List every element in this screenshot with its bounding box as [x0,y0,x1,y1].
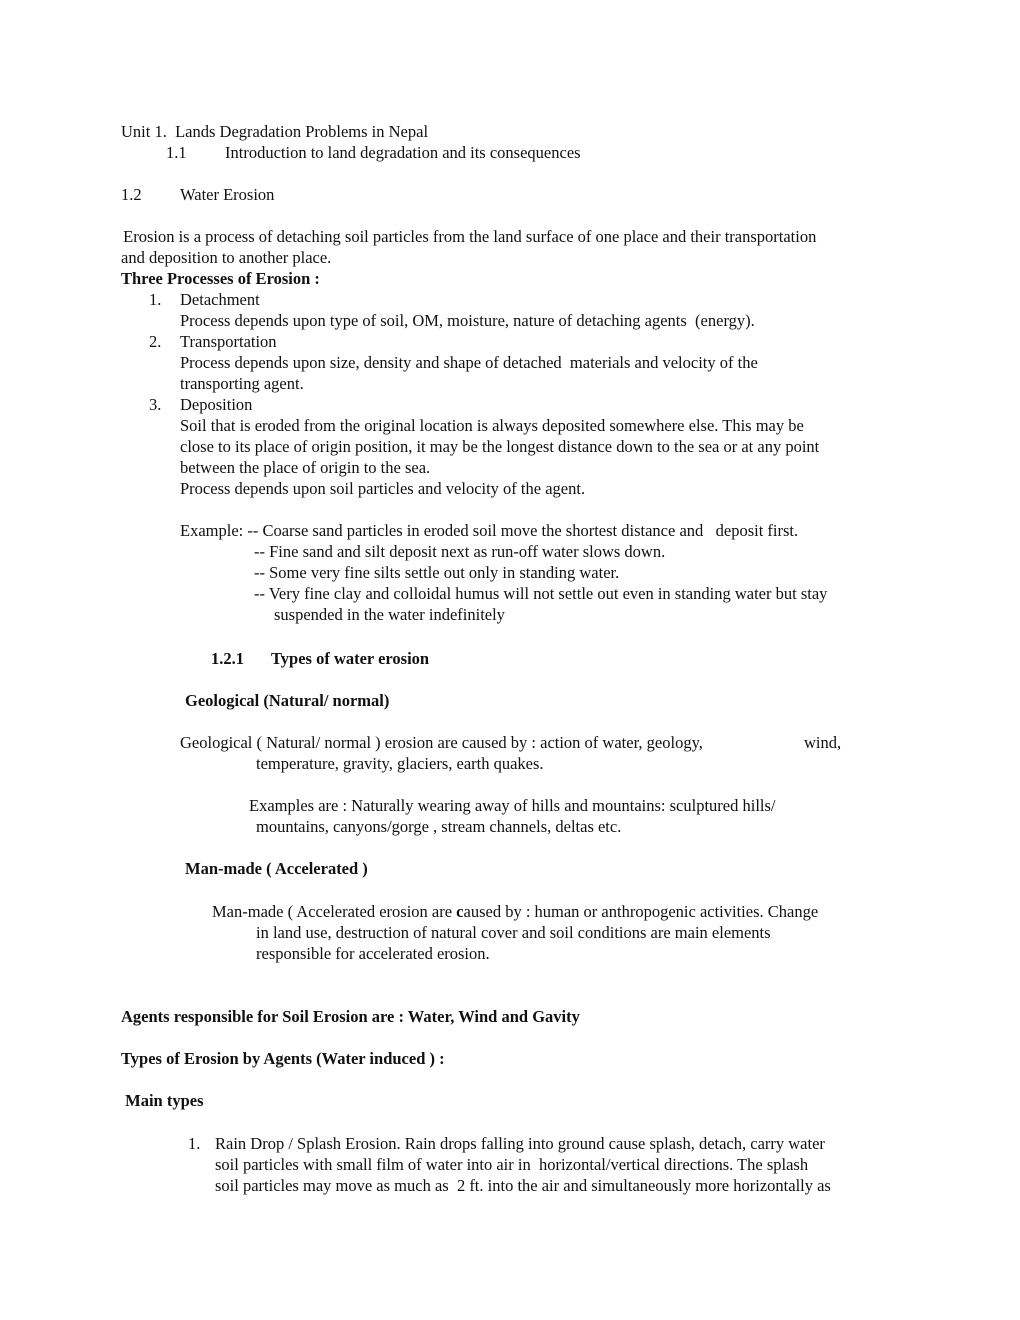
processes-heading: Three Processes of Erosion : [121,269,320,288]
manmade-text-part: aused by : human or anthropogenic activities. Change [463,902,819,921]
manmade-text: responsible for accelerated erosion. [256,944,490,963]
geological-examples: mountains, canyons/gorge , stream channels, deltas etc. [256,817,622,836]
section-1-2-title: Water Erosion [180,185,275,204]
main-type-1-number: 1. [188,1134,201,1153]
example-item: -- Fine sand and silt deposit next as run-off water slows down. [254,542,666,561]
section-1-2-1-number: 1.2.1 [211,649,244,668]
geological-cause: Geological ( Natural/ normal ) erosion are caused by : action of water, geology, [180,733,703,752]
example-block [180,520,798,541]
section-1-1-number: 1.1 [166,143,187,162]
geological-cause: wind, [804,733,842,752]
process-3-number: 3. [149,395,162,414]
manmade-heading: Man-made ( Accelerated ) [185,859,368,878]
process-2-text: Process depends upon size, density and shape of detached materials and velocity of the [180,353,758,372]
example-item: suspended in the water indefinitely [274,605,505,624]
process-3-text: between the place of origin to the sea. [180,458,431,477]
example-label: Example: -- [180,521,263,540]
types-by-agents-heading: Types of Erosion by Agents (Water induced ) : [121,1049,445,1068]
manmade-text: in land use, destruction of natural cover and soil conditions are main elements [256,923,771,942]
process-3-text: Soil that is eroded from the original location is always deposited somewhere else. This may be [180,416,804,435]
geological-heading: Geological (Natural/ normal) [185,691,390,710]
main-type-1-text: soil particles may move as much as 2 ft. into the air and simultaneously more horizontally as [215,1176,831,1195]
example-item: Coarse sand particles in eroded soil move the shortest distance and deposit first. [262,521,799,540]
section-1-2-number: 1.2 [121,185,142,204]
main-type-1-text: soil particles with small film of water into air in horizontal/vertical directions. The splash [215,1155,809,1174]
main-types-heading: Main types [121,1091,204,1110]
process-1-number: 1. [149,290,162,309]
geological-cause: temperature, gravity, glaciers, earth quakes. [256,754,544,773]
manmade-text-part: Man-made ( Accelerated erosion are [212,902,457,921]
manmade-text [212,901,818,922]
intro-line-1: Erosion is a process of detaching soil particles from the land surface of one place and their transportation [119,227,817,246]
main-type-1-text: Rain Drop / Splash Erosion. Rain drops falling into ground cause splash, detach, carry water [215,1134,825,1153]
unit-heading: Unit 1. Lands Degradation Problems in Nepal [121,122,429,141]
process-3-text: close to its place of origin position, it may be the longest distance down to the sea or at any point [180,437,820,456]
geological-examples: Examples are : Naturally wearing away of hills and mountains: sculptured hills/ [249,796,776,815]
example-item: -- Very fine clay and colloidal humus will not settle out even in standing water but stay [254,584,828,603]
process-3-title: Deposition [180,395,253,414]
process-2-text: transporting agent. [180,374,304,393]
process-2-title: Transportation [180,332,277,351]
process-1-title: Detachment [180,290,260,309]
process-1-text: Process depends upon type of soil, OM, moisture, nature of detaching agents (energy). [180,311,755,330]
process-3-text: Process depends upon soil particles and velocity of the agent. [180,479,586,498]
process-2-number: 2. [149,332,162,351]
manmade-text-part: c [456,902,464,921]
agents-heading: Agents responsible for Soil Erosion are : Water, Wind and Gavity [121,1007,580,1026]
example-item: -- Some very fine silts settle out only in standing water. [254,563,620,582]
intro-line-2: and deposition to another place. [121,248,332,267]
section-1-1-title: Introduction to land degradation and its consequences [225,143,581,162]
section-1-2-1-title: Types of water erosion [271,649,430,668]
